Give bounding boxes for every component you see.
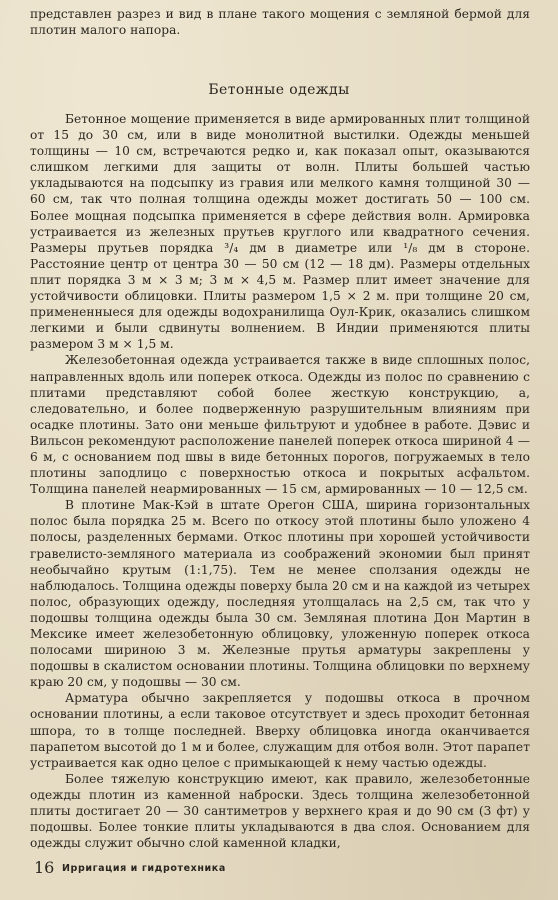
intro-paragraph: представлен разрез и вид в плане такого мощения с земляной бермой для плотин малого напора. — [30, 7, 530, 38]
page-number: 16 — [34, 858, 55, 877]
section-heading: Бетонные одежды — [208, 82, 350, 98]
paragraph-reinforcement-anchoring: Арматура обычно закрепляется у подошвы откоса в прочном основании плотины, а если таковое отсутствует и здесь проходит бетонная шпора, то в толще последней. Вверху облицовка иногда оканчивается парапетом высотой до 1 м и более, служащим для отбоя волн. Этот парапет устраивается как одно целое с примыкающей к нему частью одежды. — [30, 691, 530, 770]
section-body — [30, 111, 530, 851]
paragraph-rockfill-facing: Более тяжелую конструкцию имеют, как правило, железобетонные одежды плотин из каменной наброски. Здесь толщина железобетонной плиты достигает 20 — 30 сантиметров у верхнего края и до 90 см (3 фт) у подошвы. Более тонкие плиты укладываются в два слоя. Основанием для одежды служит обычно слой каменной кладки, — [30, 771, 530, 851]
paragraph-mckay-dam: В плотине Мак-Кэй в штате Орегон США, ширина горизонтальных полос была порядка 25 м. Всего по откосу этой плотины было уложено 4 полосы, разделенных бермами. Откос плотины при хорошей устойчивости гравелисто-земляного материала из соображений экономии был принят необычайно крутым (1:1,75). Тем не менее сползания одежды не наблюдалось. Толщина одежды поверху была 20 см и на каждой из четырех полос, образующих одежду, последняя утолщалась на 2,5 см, так что у подошвы толщина одежды была 30 см. Земляная плотина Дон Мартин в Мексике имеет железобетонную облицовку, уложенную поперек откоса полосами шириною 3 м. Железные прутья арматуры закреплены у подошвы в скалистом основании плотины. Толщина облицовки по верхнему краю 20 см, у подошвы — 30 см. — [30, 498, 530, 690]
page-footer — [34, 858, 524, 882]
running-title: Ирригация и гидротехника — [62, 863, 226, 874]
paragraph-concrete-paving: Бетонное мощение применяется в виде армированных плит толщиной от 15 до 30 см, или в виде монолитной выстилки. Одежды меньшей толщины — 10 см, встречаются редко и, как показал опыт, оказываются слишком легкими для защиты от волн. Плиты большей частью укладываются на подсыпку из гравия или мелкого камня толщиной 30 — 60 см, так что полная толщина одежды может достигать 50 — 100 см. Более мощная подсыпка применяется в сфере действия волн. Армировка устраивается из железных прутьев круглого или квадратного сечения. Размеры прутьев порядка ³/₄ дм в диаметре или ¹/₈ дм в стороне. Расстояние центр от центра 30 — 50 см (12 — 18 дм). Размеры отдельных плит порядка 3 м × 3 м; 3 м × 4,5 м. Размер плит имеет значение для устойчивости облицовки. Плиты размером 1,5 × 2 м. при толщине 20 см, примененныеся для одежды водохранилища Оул-Крик, оказались слишком легкими и были сдвинуты волнением. В Индии применяются плиты размером 3 м × 1,5 м. — [30, 112, 530, 352]
intro-text-block — [30, 6, 530, 38]
paragraph-reinforced-strips: Железобетонная одежда устраивается также в виде сплошных полос, направленных вдоль или поперек откоса. Одежды из полос по сравнению с плитами представляют собой более жесткую конструкцию, а, следовательно, и более подверженную разрушительным влияниям при осадке плотины. Зато они меньше фильтруют и удобнее в работе. Дэвис и Вильсон рекомендуют расположение панелей поперек откоса шириной 4 — 6 м, с основанием под швы в виде бетонных порогов, погружаемых в тело плотины заподлицо с поверхностью откоса и покрытых асфальтом. Толщина панелей неармированных — 15 см, армированных — 10 — 12,5 см. — [30, 353, 530, 497]
